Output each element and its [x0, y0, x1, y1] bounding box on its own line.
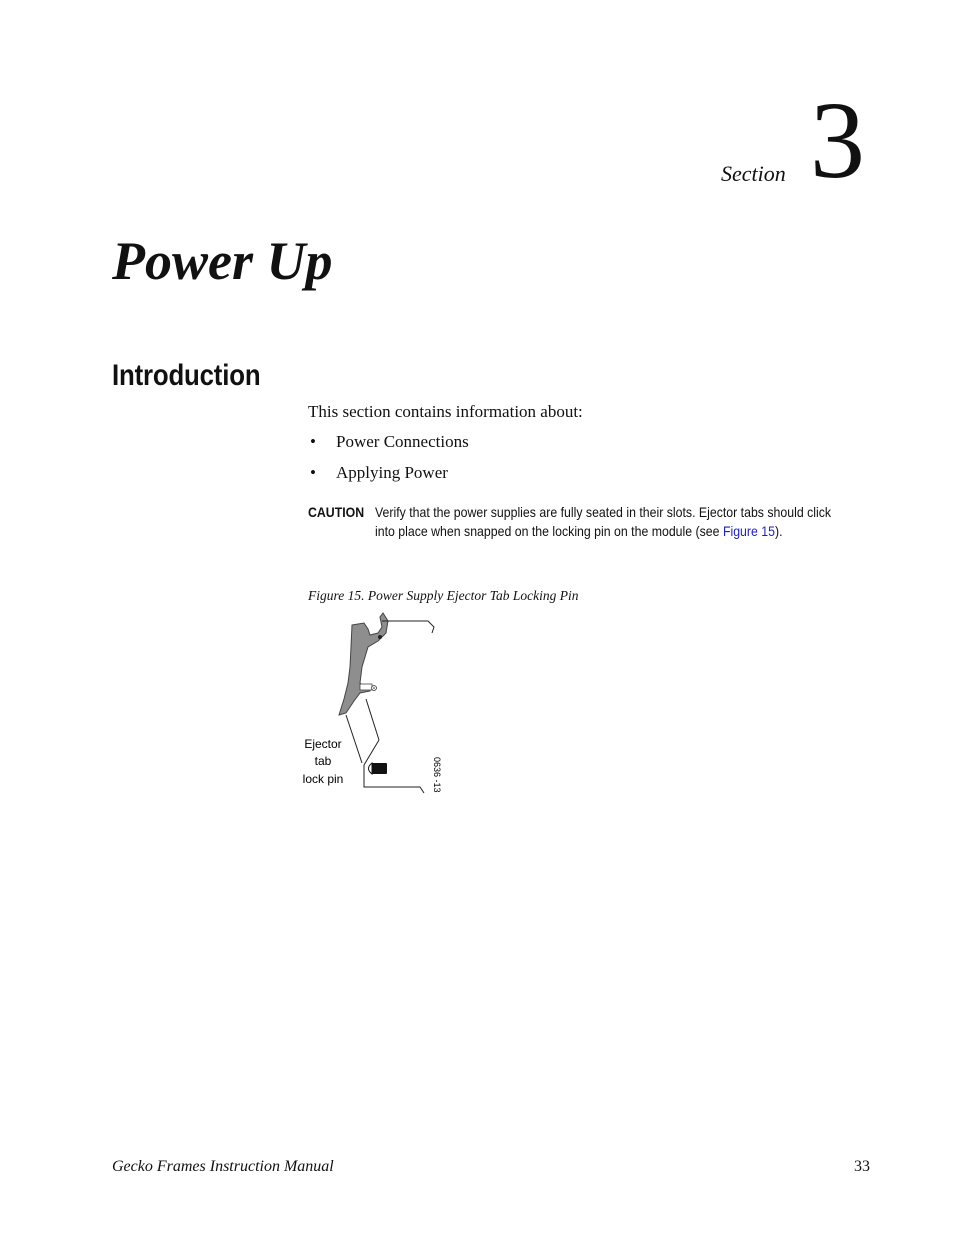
- chapter-title: Power Up: [112, 231, 333, 291]
- bullet-icon: •: [310, 432, 316, 451]
- introduction-lead: This section contains information about:: [308, 402, 583, 421]
- ejector-label: [303, 737, 344, 786]
- callout-line-a: [366, 699, 379, 740]
- ejector-tab-figure: [290, 605, 460, 800]
- list-item: [308, 431, 469, 462]
- introduction-heading: Introduction: [112, 359, 261, 392]
- section-label: Section: [721, 161, 786, 186]
- figure-15-link[interactable]: Figure 15: [722, 522, 776, 539]
- caution-label: CAUTION: [308, 504, 365, 520]
- lock-pin-block: [372, 763, 387, 774]
- list-item: [308, 462, 469, 493]
- callout-line-b: [346, 715, 362, 763]
- drawing-code: 0636 -13: [432, 757, 442, 793]
- figure-caption: Figure 15. Power Supply Ejector Tab Locking Pin: [308, 588, 579, 603]
- bullet-icon: •: [310, 463, 316, 482]
- list-item-text: Power Connections: [336, 432, 469, 451]
- page-number: 33: [854, 1158, 870, 1175]
- ejector-label-line-2: tab: [314, 754, 332, 768]
- ejector-label-line-3: lock pin: [302, 772, 344, 786]
- topic-list: [308, 431, 469, 493]
- pivot-dot: [378, 635, 382, 639]
- caution-text-end: ).: [775, 522, 783, 539]
- list-item-text: Applying Power: [336, 463, 448, 482]
- upper-leader-line: [382, 621, 434, 633]
- ejector-label-line-1: Ejector: [304, 737, 342, 751]
- section-number: 3: [810, 79, 865, 201]
- ejector-tab-shape: [339, 613, 388, 715]
- caution-text: [375, 503, 833, 540]
- lock-pin-tip: [369, 763, 373, 774]
- lock-pin-center: [373, 687, 375, 689]
- tab-slot: [360, 684, 372, 690]
- footer-manual-title: Gecko Frames Instruction Manual: [112, 1158, 334, 1175]
- caution-text-start: Verify that the power supplies are fully seated in their slots. Ejector tabs should click into place when snapped on the locking pin on the module (see: [375, 504, 832, 539]
